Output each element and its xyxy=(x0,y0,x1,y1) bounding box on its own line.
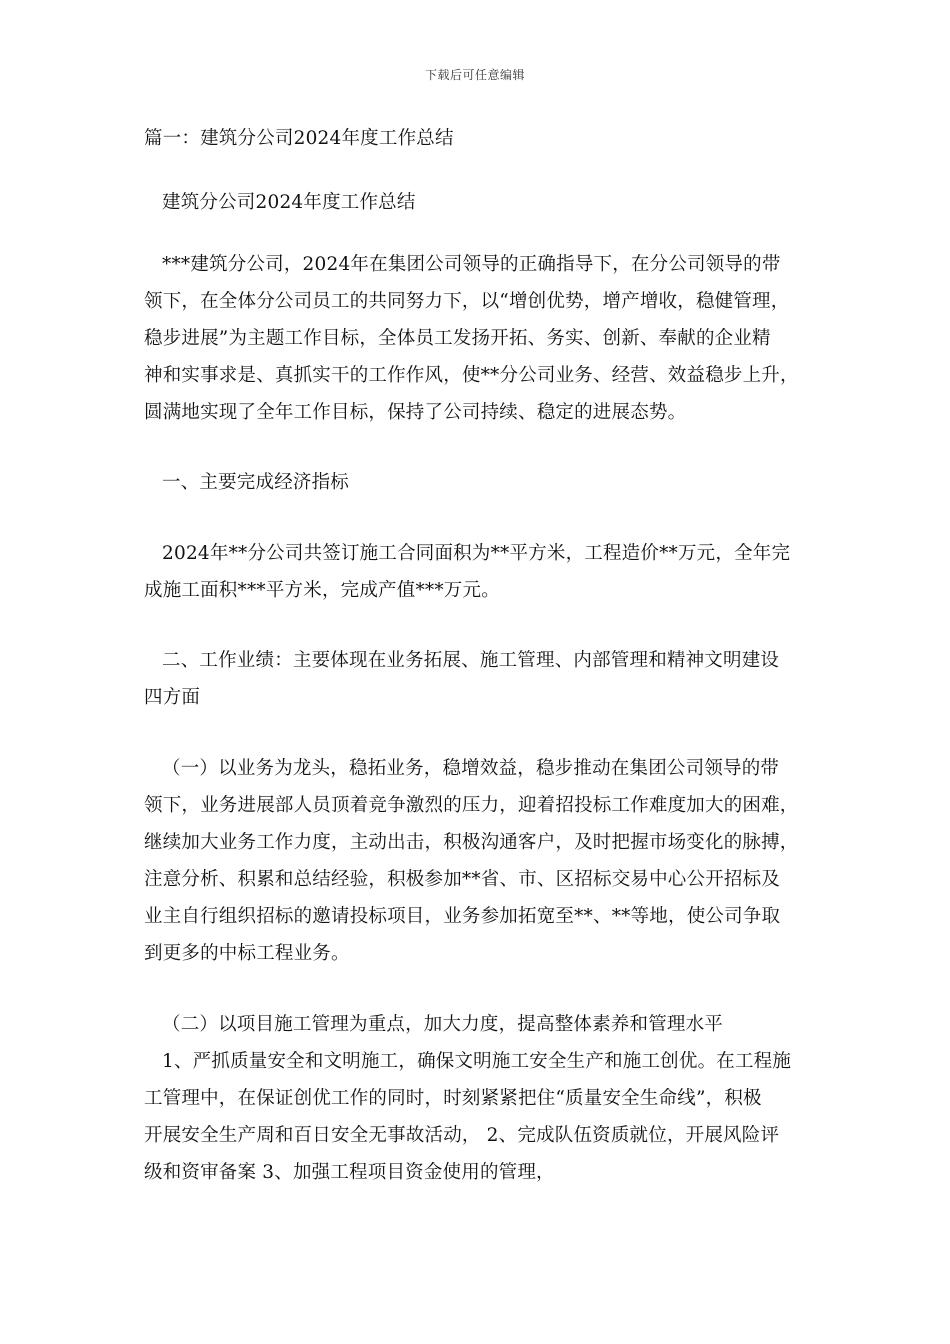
paragraph-line: （一）以业务为龙头，稳拓业务，稳增效益，稳步推动在集团公司领导的带 xyxy=(162,758,780,779)
paragraph-intro xyxy=(144,246,824,431)
paragraph-economic-indicators xyxy=(144,535,824,609)
paragraph-line: 开展安全生产周和百日安全无事故活动， 2、完成队伍资质就位，开展风险评 xyxy=(144,1125,780,1146)
heading-line: 一、主要完成经济指标 xyxy=(162,472,350,493)
paragraph-line: 2024年**分公司共签订施工合同面积为**平方米，工程造价**万元，全年完 xyxy=(162,543,791,564)
paragraph-line: 圆满地实现了全年工作目标，保持了公司持续、稳定的进展态势。 xyxy=(144,402,687,423)
paragraph-line: ***建筑分公司，2024年在集团公司领导的正确指导下，在分公司领导的带 xyxy=(162,254,781,275)
paragraph-line: 1、严抓质量安全和文明施工，确保文明施工安全生产和施工创优。在工程施 xyxy=(162,1051,792,1072)
paragraph-line: 成施工面积***平方米，完成产值***万元。 xyxy=(144,580,500,601)
heading-line: 四方面 xyxy=(144,687,201,708)
document-subtitle xyxy=(144,184,824,221)
heading-line: 二、工作业绩：主要体现在业务拓展、施工管理、内部管理和精神文明建设 xyxy=(162,650,780,671)
paragraph-line: 注意分析、积累和总结经验，积极参加**省、市、区招标交易中心公开招标及 xyxy=(144,869,781,890)
paragraph-line: 领下，在全体分公司员工的共同努力下，以“增创优势，增产增收，稳健管理， xyxy=(144,291,790,312)
document-title xyxy=(144,120,824,157)
paragraph-line: 神和实事求是、真抓实干的工作作风，使**分公司业务、经营、效益稳步上升， xyxy=(144,365,799,386)
paragraph-line: 稳步进展”为主题工作目标，全体员工发扬开拓、务实、创新、奉献的企业精 xyxy=(144,328,771,349)
paragraph-business-expansion xyxy=(144,750,824,972)
heading-line: （二）以项目施工管理为重点，加大力度，提高整体素养和管理水平 xyxy=(162,1014,724,1035)
subtitle-line: 建筑分公司2024年度工作总结 xyxy=(162,192,416,213)
paragraph-line: 领下，业务进展部人员顶着竞争激烈的压力，迎着招投标工作难度加大的困难， xyxy=(144,795,799,816)
section-heading-work-achievements xyxy=(144,642,824,716)
paragraph-line: 级和资审备案 3、加强工程项目资金使用的管理， xyxy=(144,1162,555,1183)
section-heading-economic-indicators xyxy=(144,464,824,501)
paragraph-line: 继续加大业务工作力度，主动出击，积极沟通客户，及时把握市场变化的脉搏， xyxy=(144,832,799,853)
document-body xyxy=(144,120,824,1191)
paragraph-line: 到更多的中标工程业务。 xyxy=(144,943,350,964)
title-line: 篇一：建筑分公司2024年度工作总结 xyxy=(144,128,454,149)
paragraph-construction-management xyxy=(144,1043,824,1191)
header-note: 下载后可任意编辑 xyxy=(424,68,525,82)
paragraph-line: 工管理中，在保证创优工作的同时，时刻紧紧把住“质量安全生命线”，积极 xyxy=(144,1088,762,1109)
section-heading-construction-management xyxy=(144,1006,824,1043)
paragraph-line: 业主自行组织招标的邀请投标项目，业务参加拓宽至**、**等地，使公司争取 xyxy=(144,906,781,927)
